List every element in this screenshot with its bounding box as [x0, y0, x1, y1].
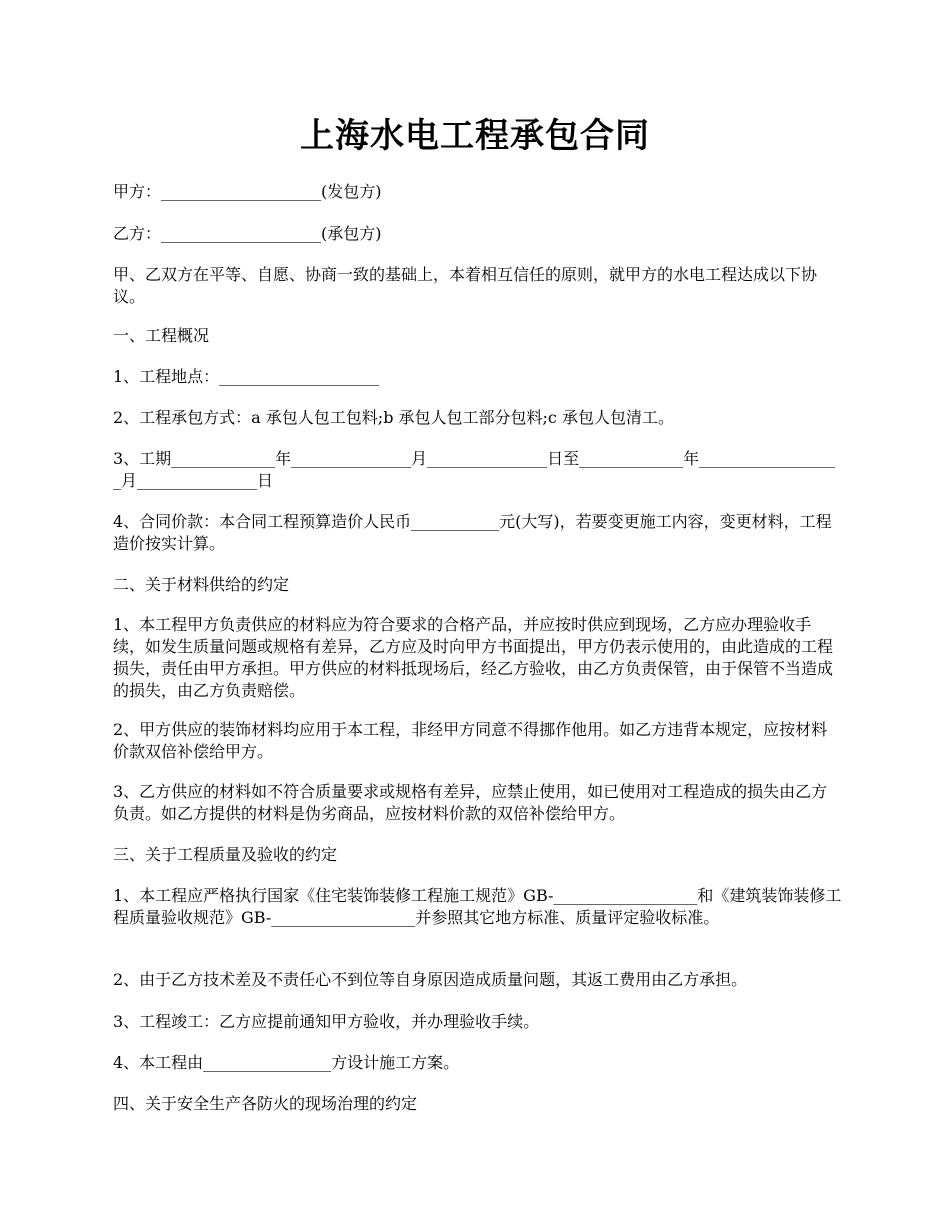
intro-paragraph: 甲、乙双方在平等、自愿、协商一致的基础上，本着相互信任的原则，就甲方的水电工程达成以下协议。: [113, 265, 818, 306]
section-3-item-3: 3、工程竣工：乙方应提前通知甲方验收，并办理验收手续。: [113, 1012, 540, 1031]
section-3-heading: 三、关于工程质量及验收的约定: [113, 845, 338, 864]
section-1-item-2: 2、工程承包方式：a 承包人包工包料;b 承包人包工部分包料;c 承包人包清工。: [113, 408, 674, 427]
section-2-heading: 二、关于材料供给的约定: [113, 575, 290, 594]
section-4-heading: 四、关于安全生产各防火的现场治理的约定: [113, 1094, 418, 1113]
section-1-heading: 一、工程概况: [113, 326, 210, 345]
party-b-line: 乙方：____________________(承包方): [113, 224, 382, 243]
section-2-item-3: 3、乙方供应的材料如不符合质量要求或规格有差异，应禁止使用，如已使用对工程造成的损失由乙方负责。如乙方提供的材料是伪劣商品，应按材料价款的双倍补偿给甲方。: [113, 782, 828, 823]
party-a-line: 甲方：____________________(发包方): [113, 182, 382, 201]
section-1-item-3: 3、工期_____________年_______________月_______________日至_____________年__________________月_______________日: [113, 449, 836, 490]
section-1-item-4: 4、合同价款：本合同工程预算造价人民币___________元(大写)，若要变更施工内容，变更材料，工程造价按实计算。: [113, 512, 832, 553]
section-2-item-2: 2、甲方供应的装饰材料均应用于本工程，非经甲方同意不得挪作他用。如乙方违背本规定，应按材料价款双倍补偿给甲方。: [113, 720, 828, 761]
page-title: 上海水电工程承包合同: [300, 116, 650, 156]
section-3-item-2: 2、由于乙方技术差及不责任心不到位等自身原因造成质量问题，其返工费用由乙方承担。: [113, 970, 748, 989]
section-3-item-1: 1、本工程应严格执行国家《住宅装饰装修工程施工规范》GB-__________________和《建筑装饰装修工程质量验收规范》GB-__________________并参照其它地方标准、质量评定验收标准。: [113, 886, 842, 927]
section-2-item-1: 1、本工程甲方负责供应的材料应为符合要求的合格产品，并应按时供应到现场，乙方应办理验收手续，如发生质量问题或规格有差异，乙方应及时向甲方书面提出，甲方仍表示使用的，由此造成的工程损失，责任由甲方承担。甲方供应的材料抵现场后，经乙方验收，由乙方负责保管，由于保管不当造成的损失，由乙方负责赔偿。: [113, 615, 834, 700]
section-3-item-4: 4、本工程由________________方设计施工方案。: [113, 1053, 460, 1072]
section-1-item-1: 1、工程地点：____________________: [113, 367, 380, 386]
